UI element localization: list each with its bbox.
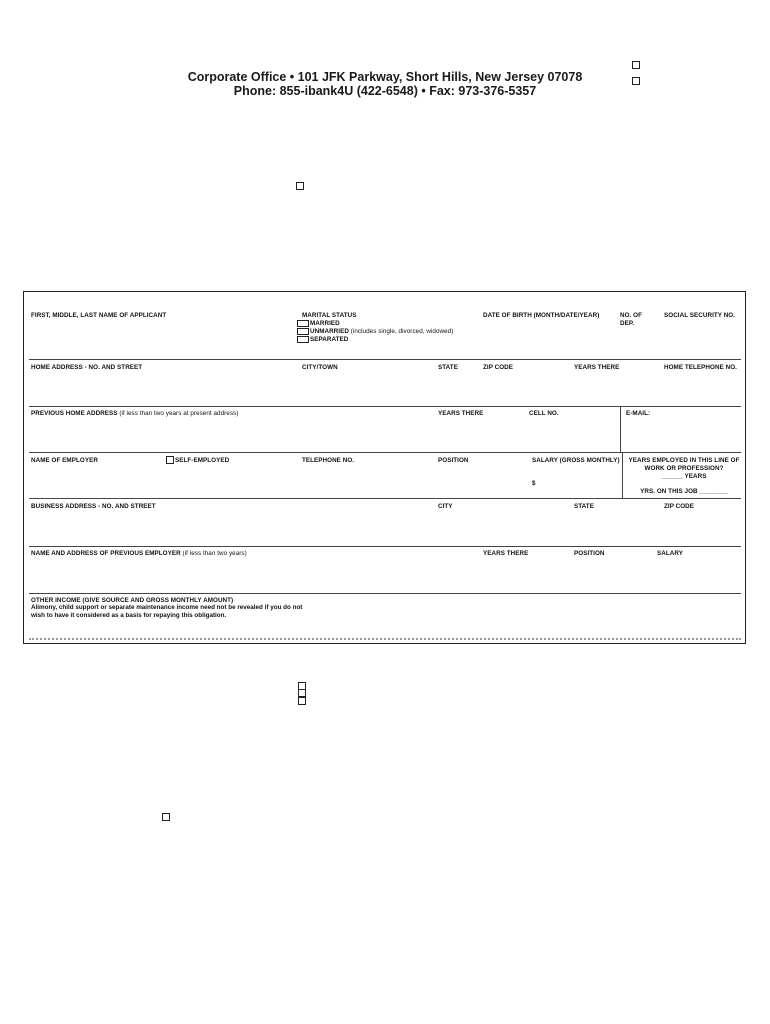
home-years-there-label: YEARS THERE [574, 364, 620, 371]
upper-middle-checkbox[interactable] [296, 182, 304, 190]
years-employed-divider [622, 452, 623, 498]
phone-fax-line: Phone: 855-ibank4U (422-6548) • Fax: 973-376-5357 [233, 84, 537, 98]
applicant-name-label: FIRST, MIDDLE, LAST NAME OF APPLICANT [31, 312, 167, 319]
prev-employer-position-label: POSITION [574, 550, 605, 557]
prev-employer-years-label: YEARS THERE [483, 550, 529, 557]
top-right-checkbox-1[interactable] [632, 61, 640, 69]
business-city-label: CITY [438, 503, 453, 510]
years-on-job-label: YRS. ON THIS JOB ________ [640, 488, 728, 495]
social-security-label: SOCIAL SECURITY NO. [664, 312, 736, 319]
employer-telephone-label: TELEPHONE NO. [302, 457, 355, 464]
business-address-label: BUSINESS ADDRESS - NO. AND STREET [31, 503, 156, 510]
corporate-office-address: Corporate Office • 101 JFK Parkway, Short Hills, New Jersey 07078 [187, 70, 583, 84]
city-town-label: CITY/TOWN [302, 364, 338, 371]
employer-name-label: NAME OF EMPLOYER [31, 457, 98, 464]
other-income-dotted-line [29, 638, 741, 640]
other-income-note-line1: Alimony, child support or separate maintenance income need not be revealed if you do not [31, 604, 303, 611]
row-divider-1 [29, 359, 741, 360]
business-zip-label: ZIP CODE [664, 503, 695, 510]
other-income-label: OTHER INCOME (GIVE SOURCE AND GROSS MONTHLY AMOUNT) [31, 597, 234, 604]
business-state-label: STATE [574, 503, 594, 510]
home-telephone-label: HOME TELEPHONE NO. [664, 364, 737, 371]
home-state-label: STATE [438, 364, 458, 371]
other-income-note-line2: wish to have it considered as a basis for repaying this obligation. [31, 612, 227, 619]
home-address-label: HOME ADDRESS - NO. AND STREET [31, 364, 143, 371]
unmarried-note: (includes single, divorced, widowed) [350, 328, 454, 335]
number-of-dependents-label: NO. OF [620, 312, 642, 319]
previous-address-text: PREVIOUS HOME ADDRESS [31, 410, 118, 417]
previous-employer-note: (if less than two years) [182, 550, 247, 557]
lower-checkbox-3[interactable] [298, 697, 306, 705]
row-divider-5 [29, 546, 741, 547]
dependents-label: DEP. [620, 320, 635, 327]
separated-checkbox[interactable] [297, 336, 309, 343]
home-zip-label: ZIP CODE [483, 364, 514, 371]
salary-dollar-sign: $ [532, 480, 536, 487]
applicant-information-form [23, 291, 746, 644]
self-employed-checkbox[interactable] [166, 456, 174, 464]
top-right-checkbox-2[interactable] [632, 77, 640, 85]
marital-status-label: MARITAL STATUS [302, 312, 357, 319]
bottom-checkbox[interactable] [162, 813, 170, 821]
prev-employer-salary-label: SALARY [657, 550, 683, 557]
row-divider-3 [29, 452, 741, 453]
married-checkbox[interactable] [297, 320, 309, 327]
position-label: POSITION [438, 457, 469, 464]
lower-checkbox-2[interactable] [298, 689, 306, 697]
email-divider [620, 406, 621, 452]
row-divider-2 [29, 406, 741, 407]
previous-employer-text: NAME AND ADDRESS OF PREVIOUS EMPLOYER [31, 550, 181, 557]
prev-years-there-label: YEARS THERE [438, 410, 484, 417]
cell-number-label: CELL NO. [529, 410, 559, 417]
row-divider-6 [29, 593, 741, 594]
unmarried-text: UNMARRIED [310, 328, 349, 335]
years-employed-line2: WORK OR PROFESSION? [644, 465, 724, 472]
row-divider-4 [29, 498, 741, 499]
self-employed-label: SELF-EMPLOYED [175, 457, 230, 464]
date-of-birth-label: DATE OF BIRTH (MONTH/DATE/YEAR) [483, 312, 600, 319]
previous-employer-label [31, 550, 247, 558]
salary-gross-monthly-label: SALARY (GROSS MONTHLY) [532, 457, 620, 464]
previous-address-note: (if less than two years at present address) [119, 410, 239, 417]
email-label: E-MAIL: [626, 410, 651, 417]
years-employed-line3: ______ YEARS [661, 473, 707, 480]
separated-label: SEPARATED [310, 336, 349, 343]
married-label: MARRIED [310, 320, 340, 327]
unmarried-checkbox[interactable] [297, 328, 309, 335]
previous-address-label [31, 410, 238, 418]
years-employed-line1: YEARS EMPLOYED IN THIS LINE OF [628, 457, 740, 464]
unmarried-label [310, 328, 453, 336]
